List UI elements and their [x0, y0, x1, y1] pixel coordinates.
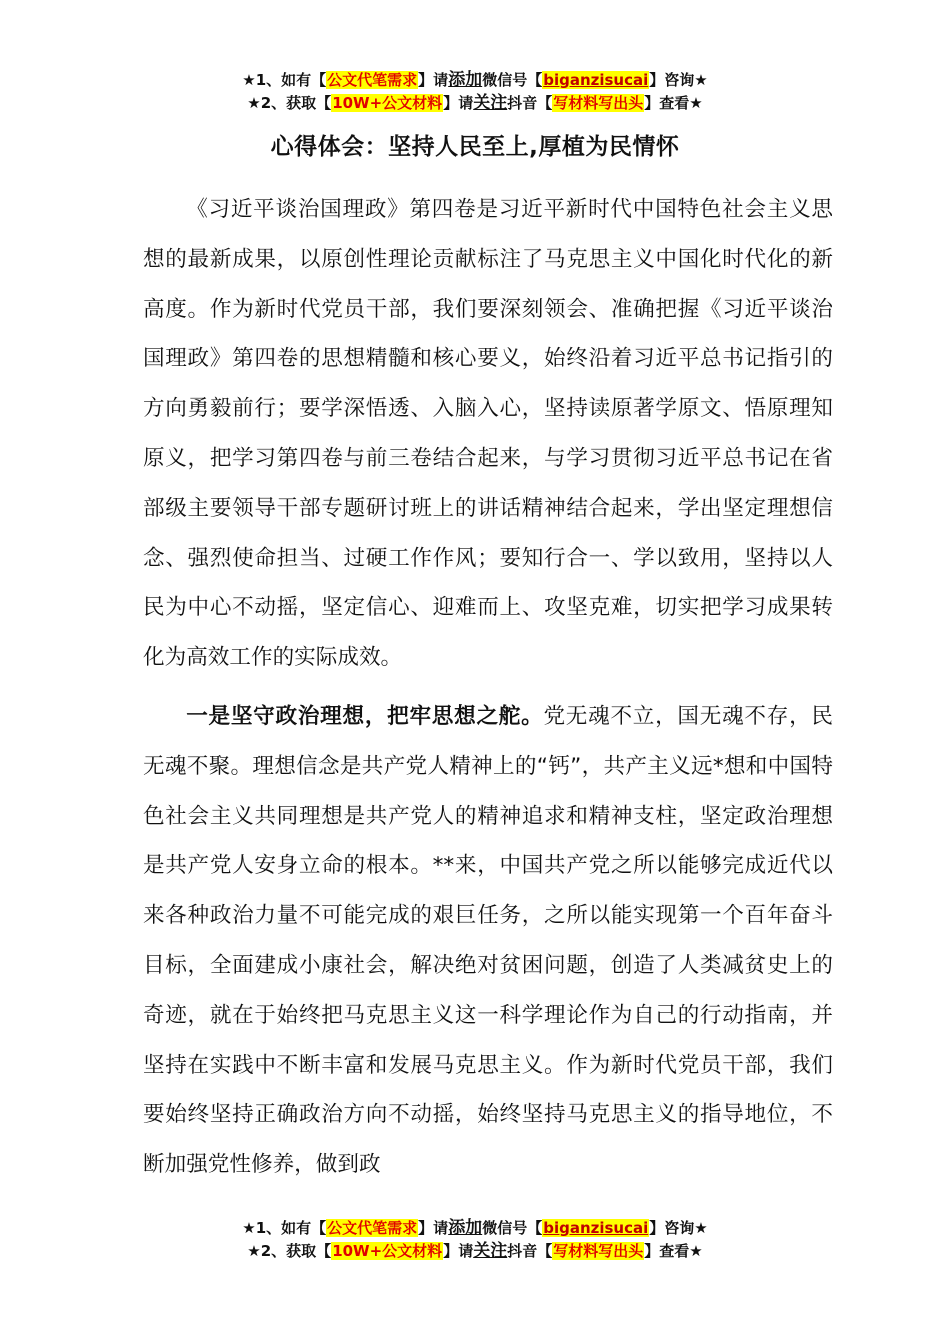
body-paragraph-2	[143, 692, 833, 1190]
footer-line1-suffix: 】咨询★	[649, 1219, 708, 1237]
footer-ghostwriting-highlight: 公文代笔需求	[327, 1219, 418, 1237]
body-paragraph-1: 《习近平谈治国理政》第四卷是习近平新时代中国特色社会主义思想的最新成果，以原创性理论贡献标注了马克思主义中国化时代化的新高度。作为新时代党员干部，我们要深刻领会、准确把握《习近平谈治国理政》第四卷的思想精髓和核心要义，始终沿着习近平总书记指引的方向勇毅前行；要学深悟透、入脑入心，坚持读原著学原文、悟原理知原义，把学习第四卷与前三卷结合起来，与学习贯彻习近平总书记在省部级主要领导干部专题研讨班上的讲话精神结合起来，学出坚定理想信念、强烈使命担当、过硬工作作风；要知行合一、学以致用，坚持以人民为中心不动摇，坚定信心、迎难而上、攻坚克难，切实把学习成果转化为高效工作的实际成效。	[143, 197, 833, 671]
paragraph-2-body: 党无魂不立，国无魂不存，民无魂不聚。理想信念是共产党人精神上的“钙”，共产主义远*想和中国特色社会主义共同理想是共产党人的精神追求和精神支柱，坚定政治理想是共产党人安身立命的根本。**来，中国共产党之所以能够完成近代以来各种政治力量不可能完成的艰巨任务，之所以能实现第一个百年奋斗目标，全面建成小康社会，解决绝对贫困问题，创造了人类减贫史上的奇迹，就在于始终把马克思主义这一科学理论作为自己的行动指南，并坚持在实践中不断丰富和发展马克思主义。作为新时代党员干部，我们要始终坚持正确政治方向不动摇，始终坚持马克思主义的指导地位，不断加强党性修养，做到政	[143, 704, 833, 1178]
footer-line-2	[0, 1240, 950, 1263]
footer-douyin-account-highlight: 写材料写出头	[553, 1242, 644, 1260]
header-line1-suffix: 】咨询★	[649, 71, 708, 89]
douyin-account-highlight: 写材料写出头	[553, 94, 644, 112]
wechat-id-link[interactable]: biganzisucai	[543, 71, 649, 89]
footer-line1-prefix: ★1、如有【	[242, 1219, 327, 1237]
footer-banner	[0, 1217, 950, 1263]
footer-line1-mid2: 微信号【	[482, 1219, 543, 1237]
header-banner	[0, 69, 950, 115]
footer-line2-mid1: 】请	[443, 1242, 474, 1260]
footer-line1-mid1: 】请	[418, 1219, 449, 1237]
materials-highlight: 10W+公文材料	[332, 94, 443, 112]
header-line2-prefix: ★2、获取【	[247, 94, 332, 112]
footer-wechat-id-link[interactable]: biganzisucai	[543, 1219, 649, 1237]
paragraph-2-lead: 一是坚守政治理想，把牢思想之舵。	[186, 704, 544, 729]
footer-line2-emphasis: 关注	[473, 1241, 508, 1261]
document-title: 心得体会：坚持人民至上,厚植为民情怀	[270, 134, 680, 160]
header-line1-mid1: 】请	[418, 71, 449, 89]
header-line-2	[0, 92, 950, 115]
header-line-1	[0, 69, 950, 92]
footer-line2-mid2: 抖音【	[507, 1242, 553, 1260]
header-line1-emphasis: 添加	[448, 70, 483, 90]
ghostwriting-highlight: 公文代笔需求	[327, 71, 418, 89]
header-line2-emphasis: 关注	[473, 93, 508, 113]
header-line2-suffix: 】查看★	[644, 94, 703, 112]
footer-line1-emphasis: 添加	[448, 1218, 483, 1238]
header-line1-prefix: ★1、如有【	[242, 71, 327, 89]
footer-line2-suffix: 】查看★	[644, 1242, 703, 1260]
footer-line2-prefix: ★2、获取【	[247, 1242, 332, 1260]
footer-line-1	[0, 1217, 950, 1240]
header-line1-mid2: 微信号【	[482, 71, 543, 89]
footer-materials-highlight: 10W+公文材料	[332, 1242, 443, 1260]
header-line2-mid2: 抖音【	[507, 94, 553, 112]
header-line2-mid1: 】请	[443, 94, 474, 112]
